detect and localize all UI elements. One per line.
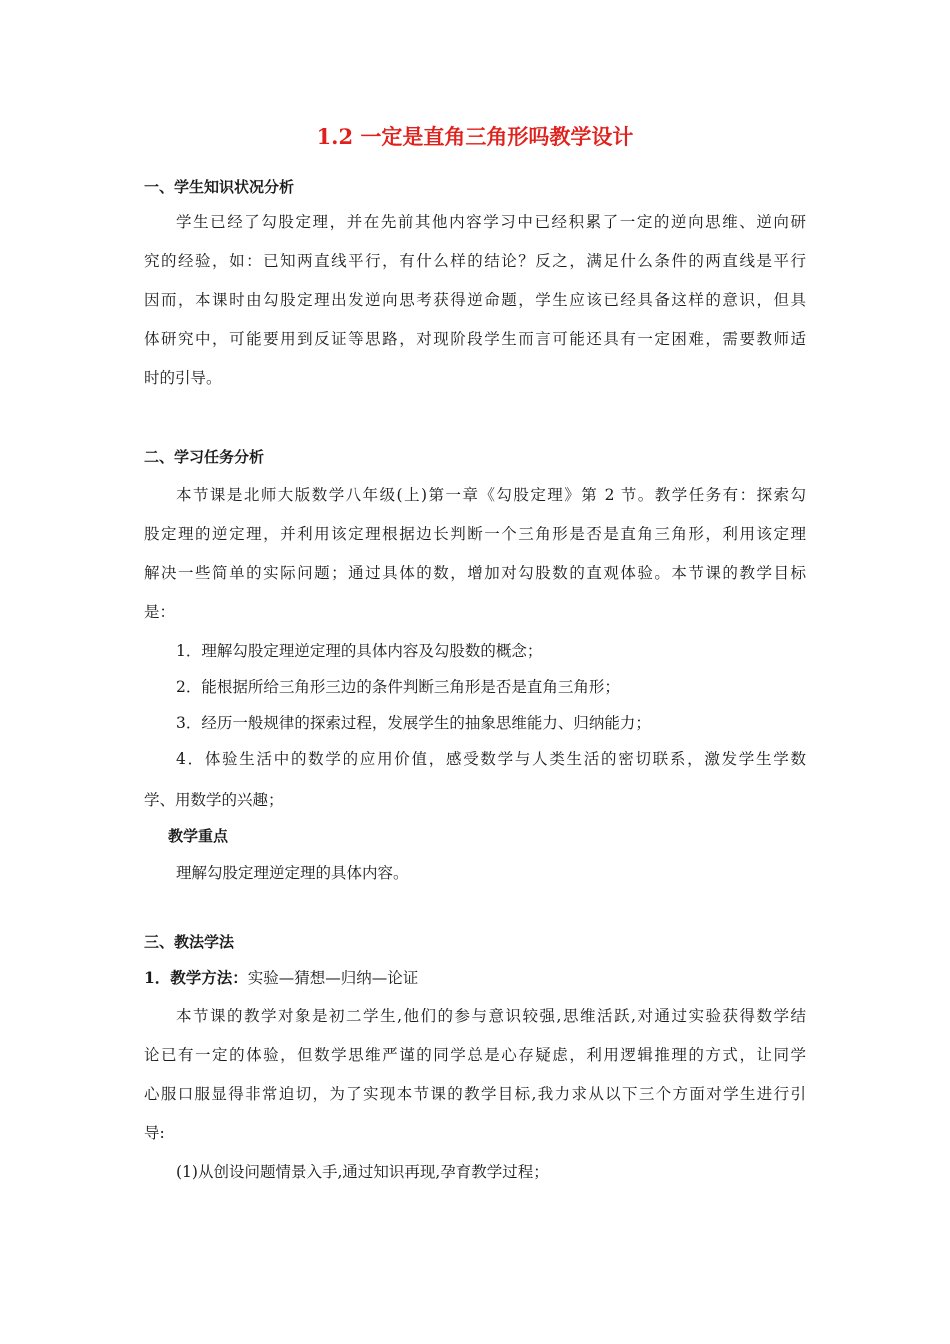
goal-item-4: 4．体验生活中的数学的应用价值，感受数学与人类生活的密切联系，激发学生学数 — [176, 750, 806, 768]
goal-item-1: 1．理解勾股定理逆定理的具体内容及勾股数的概念； — [176, 642, 543, 660]
teaching-method-text: 实验—猜想—归纳—论证 — [247, 969, 419, 987]
goal-item-4-continued: 学、用数学的兴趣； — [144, 791, 284, 809]
paragraph-line: 解决一些简单的实际问题；通过具体的数，增加对勾股数的直观体验。本节课的教学目标 — [144, 564, 806, 582]
key-point-text: 理解勾股定理逆定理的具体内容。 — [176, 864, 409, 882]
paragraph-line: 本节课的教学对象是初二学生,他们的参与意识较强,思维活跃,对通过实验获得数学结 — [176, 1007, 806, 1025]
section-heading-3: 三、教法学法 — [144, 933, 235, 951]
goal-item-3: 3．经历一般规律的探索过程，发展学生的抽象思维能力、归纳能力； — [176, 714, 651, 732]
goal-item-2: 2．能根据所给三角形三边的条件判断三角形是否是直角三角形； — [176, 678, 620, 696]
paragraph-line: 导: — [144, 1124, 165, 1142]
paragraph-line: 论已有一定的体验，但数学思维严谨的同学总是心存疑虑，利用逻辑推理的方式，让同学 — [144, 1046, 806, 1064]
section-heading-2: 二、学习任务分析 — [144, 448, 265, 466]
document-title: 1.2 一定是直角三角形吗教学设计 — [316, 124, 634, 149]
paragraph-line: 究的经验，如：已知两直线平行，有什么样的结论？反之，满足什么条件的两直线是平行 — [144, 252, 806, 270]
paragraph-line: 体研究中，可能要用到反证等思路，对现阶段学生而言可能还具有一定困难，需要教师适 — [144, 330, 806, 348]
teaching-method-line — [144, 967, 806, 989]
paragraph-line: 因而，本课时由勾股定理出发逆向思考获得逆命题，学生应该已经具备这样的意识，但具 — [144, 291, 806, 309]
approach-item-1: (1)从创设问题情景入手,通过知识再现,孕育教学过程； — [176, 1163, 549, 1181]
paragraph-line: 股定理的逆定理，并利用该定理根据边长判断一个三角形是否是直角三角形，利用该定理 — [144, 525, 806, 543]
paragraph-line: 是： — [144, 603, 176, 621]
key-point-heading: 教学重点 — [168, 827, 229, 845]
paragraph-line: 学生已经了勾股定理，并在先前其他内容学习中已经积累了一定的逆向思维、逆向研 — [176, 213, 806, 231]
paragraph-line: 本节课是北师大版数学八年级(上)第一章《勾股定理》第 2 节。教学任务有：探索勾 — [176, 486, 806, 504]
section-heading-1: 一、学生知识状况分析 — [144, 178, 295, 196]
paragraph-line: 时的引导。 — [144, 369, 222, 387]
teaching-method-label: 1．教学方法： — [144, 968, 248, 987]
paragraph-line: 心服口服显得非常迫切，为了实现本节课的教学目标,我力求从以下三个方面对学生进行引 — [144, 1085, 806, 1103]
